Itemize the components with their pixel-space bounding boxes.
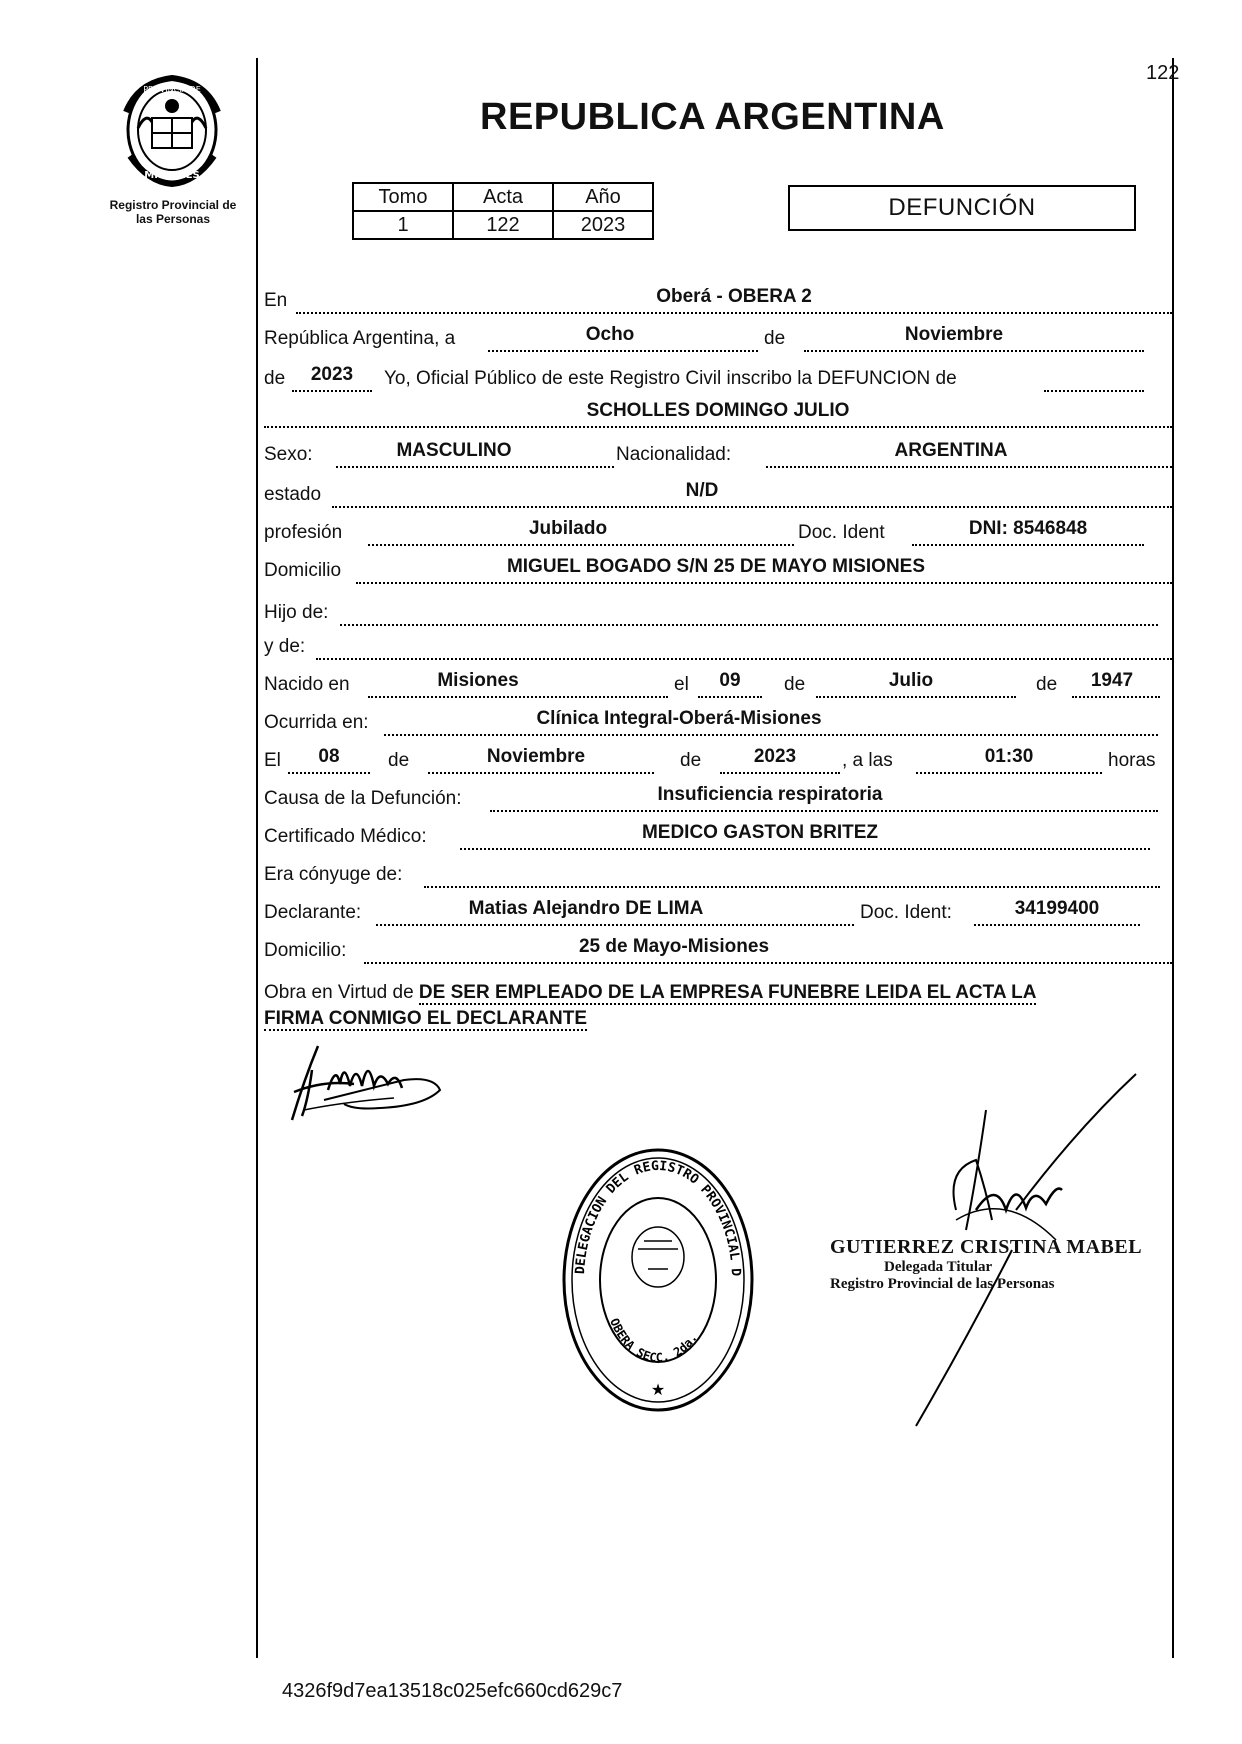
alas-label: , a las [842,750,893,771]
row-certificado [264,824,1172,854]
year-prefix-label: de [264,368,286,389]
official-name: GUTIERREZ CRISTINA MABEL [830,1236,1143,1258]
el-label: el [674,674,689,695]
ocurrida-value: Clínica Integral-Oberá-Misiones [536,708,822,729]
hijo-label: Hijo de: [264,602,329,623]
official-role: Delegada Titular [884,1259,993,1275]
row-ocurrida [264,710,1172,740]
row-hijo [264,600,1172,630]
officer-text: Yo, Oficial Público de este Registro Civil inscribo la DEFUNCION de [384,368,957,389]
declarante-value: Matias Alejandro DE LIMA [468,898,704,919]
row-nacido [264,672,1172,702]
place-value: Oberá - OBERA 2 [656,286,812,307]
obra-virtud-text [264,980,1174,1032]
sexo-value: MASCULINO [396,440,512,461]
row-officer [264,366,1172,396]
nacionalidad-label: Nacionalidad: [616,444,732,465]
row-sexo [264,442,1172,472]
nacido-anio-value: 1947 [1090,670,1134,691]
stamp-star-icon: ★ [650,1382,666,1399]
row-place [264,288,1172,318]
de-label-1: de [764,328,786,349]
registry-header-anio: Año [553,183,653,211]
row-estado [264,482,1172,512]
domicilio-value: MIGUEL BOGADO S/N 25 DE MAYO MISIONES [506,556,926,577]
conyuge-label: Era cónyuge de: [264,864,403,885]
stamp-outer-text: DELEGACION DEL REGISTRO PROVINCIAL D [573,1158,743,1277]
declarante-doc-label: Doc. Ident: [860,902,952,923]
obra-label: Obra en Virtud de [264,982,414,1003]
estado-value: N/D [685,480,719,501]
estado-label: estado [264,484,322,505]
row-domicilio [264,558,1172,588]
official-stamp [558,1145,758,1420]
conyuge-line [424,862,1160,888]
seal-text-top: PROVINCIA DE [143,85,201,94]
row-conyuge [264,862,1172,892]
nacido-mes-value: Julio [888,670,934,691]
def-hora-value: 01:30 [984,746,1034,767]
document-type-box: DEFUNCIÓN [788,185,1136,231]
day-word-value: Ocho [585,324,635,345]
certificado-value: MEDICO GASTON BRITEZ [641,822,879,843]
row-date [264,326,1172,356]
nacido-de1-label: de [784,674,806,695]
row-domicilio2 [264,938,1172,968]
registry-table [352,182,654,240]
horas-label: horas [1108,750,1156,771]
profesion-value: Jubilado [528,518,608,539]
row-def-fecha [264,748,1172,778]
def-anio-value: 2023 [753,746,797,767]
en-label: En [264,290,288,311]
registry-header-tomo: Tomo [353,183,453,211]
def-de2-label: de [680,750,702,771]
row-profesion [264,520,1172,550]
profesion-label: profesión [264,522,343,543]
def-mes-value: Noviembre [486,746,586,767]
official-sign-block [830,1236,1142,1293]
doc-label: Doc. Ident [798,522,885,543]
obra-line2: FIRMA CONMIGO EL DECLARANTE [264,1008,587,1029]
nacido-lugar-value: Misiones [437,670,519,691]
officer-trailing-line [1044,366,1144,392]
row-causa [264,786,1172,816]
stamp-inner-text: OBERA SECC. 2da. [607,1316,701,1365]
row-yde [264,634,1172,664]
footer-hash: 4326f9d7ea13518c025efc660cd629c7 [282,1680,623,1702]
yde-line [316,634,1172,660]
registry-value-acta: 122 [453,211,553,239]
sexo-label: Sexo: [264,444,313,465]
logo-caption-line1: Registro Provincial de [109,198,237,212]
declarante-doc-value: 34199400 [1014,898,1100,919]
registry-header-acta: Acta [453,183,553,211]
declarante-label: Declarante: [264,902,362,923]
year-value: 2023 [310,364,354,385]
logo-caption-line2: las Personas [135,212,211,226]
nacido-label: Nacido en [264,674,350,695]
yde-label: y de: [264,636,306,657]
El-label: El [264,750,281,771]
def-dia-value: 08 [318,746,340,767]
republica-label: República Argentina, a [264,328,456,349]
registry-value-anio: 2023 [553,211,653,239]
ocurrida-label: Ocurrida en: [264,712,369,733]
domicilio2-label: Domicilio: [264,940,347,961]
registry-value-tomo: 1 [353,211,453,239]
causa-label: Causa de la Defunción: [264,788,462,809]
nacido-dia-value: 09 [719,670,741,691]
left-margin-line [256,58,258,1658]
province-seal-logo [118,72,226,195]
declarant-signature [284,1040,454,1135]
logo-caption [88,198,258,226]
registry-header-row [353,183,653,211]
row-name [264,402,1172,432]
causa-value: Insuficiencia respiratoria [657,784,883,805]
page-number: 122 [1146,62,1180,84]
page-title: REPUBLICA ARGENTINA [480,96,945,138]
deceased-name-value: SCHOLLES DOMINGO JULIO [586,400,850,421]
domicilio2-value: 25 de Mayo-Misiones [578,936,770,957]
domicilio-label: Domicilio [264,560,342,581]
month-value: Noviembre [904,324,1004,345]
certificado-label: Certificado Médico: [264,826,427,847]
right-margin-line [1172,58,1174,1658]
official-institution: Registro Provincial de las Personas [830,1276,1055,1292]
nacionalidad-value: ARGENTINA [894,440,1008,461]
def-de1-label: de [388,750,410,771]
registry-value-row [353,211,653,239]
row-declarante [264,900,1172,930]
doc-value: DNI: 8546848 [968,518,1088,539]
obra-line1: DE SER EMPLEADO DE LA EMPRESA FUNEBRE LEIDA EL ACTA LA [418,982,1037,1003]
hijo-line [340,600,1158,626]
nacido-de2-label: de [1036,674,1058,695]
seal-text-bottom: MISIONES [144,170,200,181]
